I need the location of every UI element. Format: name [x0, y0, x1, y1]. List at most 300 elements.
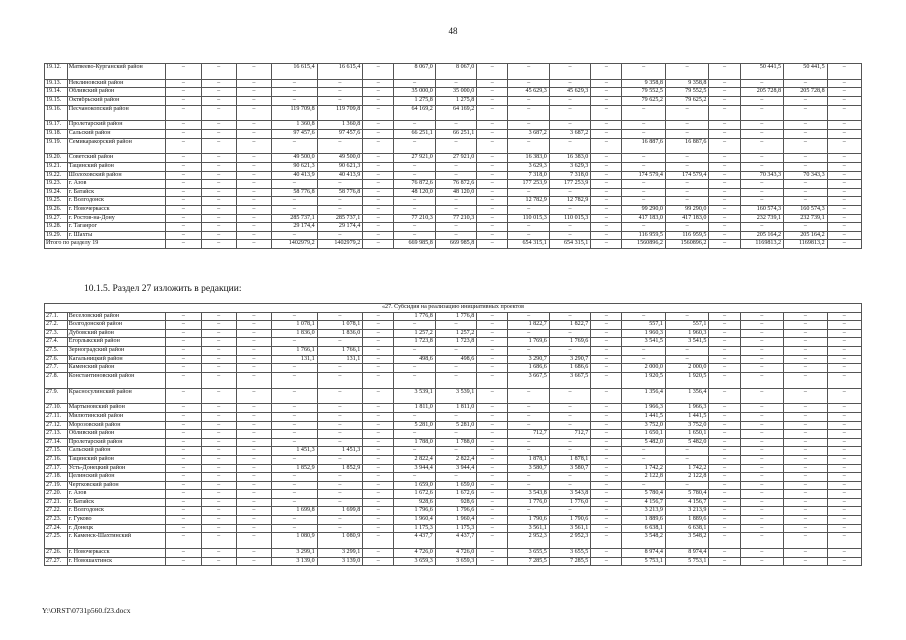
value-cell: 79 552,5: [665, 88, 709, 97]
territory-name-cell: г. Волгодонск: [67, 507, 165, 516]
dash-cell: –: [508, 138, 549, 154]
row-number-cell: 27.17.: [45, 464, 68, 473]
dash-cell: –: [201, 171, 236, 180]
dash-cell: –: [477, 171, 508, 180]
territory-name-cell: Песчанокопский район: [67, 105, 165, 121]
dash-cell: –: [236, 88, 271, 97]
value-cell: 3 299,1: [272, 549, 318, 558]
dash-cell: –: [166, 464, 201, 473]
dash-cell: –: [709, 231, 740, 240]
dash-cell: –: [549, 447, 590, 456]
value-cell: 1 766,1: [317, 346, 363, 355]
dash-cell: –: [622, 129, 666, 138]
dash-cell: –: [591, 455, 622, 464]
dash-cell: –: [394, 447, 435, 456]
dash-cell: –: [591, 481, 622, 490]
dash-cell: –: [665, 188, 709, 197]
dash-cell: –: [591, 197, 622, 206]
dash-cell: –: [784, 329, 828, 338]
dash-cell: –: [784, 430, 828, 439]
table-row: [45, 138, 862, 154]
dash-cell: –: [272, 455, 318, 464]
territory-name-cell: Октябрьский район: [67, 96, 165, 105]
dash-cell: –: [363, 223, 394, 232]
dash-cell: –: [827, 105, 861, 121]
dash-cell: –: [508, 473, 549, 482]
dash-cell: –: [166, 162, 201, 171]
dash-cell: –: [201, 455, 236, 464]
row-number-cell: 27.9.: [45, 388, 68, 404]
dash-cell: –: [166, 64, 201, 80]
dash-cell: –: [827, 473, 861, 482]
value-cell: 285 737,1: [317, 214, 363, 223]
dash-cell: –: [201, 549, 236, 558]
value-cell: 1 650,1: [622, 430, 666, 439]
value-cell: 8 067,0: [394, 64, 435, 80]
table-row: [45, 464, 862, 473]
value-cell: 110 015,3: [508, 214, 549, 223]
value-cell: 48 120,0: [394, 188, 435, 197]
dash-cell: –: [236, 421, 271, 430]
dash-cell: –: [622, 223, 666, 232]
dash-cell: –: [508, 388, 549, 404]
dash-cell: –: [740, 121, 784, 130]
dash-cell: –: [784, 162, 828, 171]
dash-cell: –: [591, 231, 622, 240]
dash-cell: –: [166, 223, 201, 232]
dash-cell: –: [272, 312, 318, 321]
value-cell: 1 776,0: [508, 498, 549, 507]
dash-cell: –: [236, 329, 271, 338]
dash-cell: –: [201, 214, 236, 223]
dash-cell: –: [363, 64, 394, 80]
value-cell: 1 659,0: [394, 481, 435, 490]
dash-cell: –: [477, 321, 508, 330]
dash-cell: –: [665, 481, 709, 490]
dash-cell: –: [201, 312, 236, 321]
dash-cell: –: [166, 105, 201, 121]
territory-name-cell: г. Азов: [67, 180, 165, 189]
value-cell: 90 621,3: [317, 162, 363, 171]
dash-cell: –: [622, 188, 666, 197]
dash-cell: –: [591, 372, 622, 388]
value-cell: 35 000,0: [435, 88, 476, 97]
dash-cell: –: [166, 438, 201, 447]
dash-cell: –: [827, 438, 861, 447]
dash-cell: –: [363, 388, 394, 404]
dash-cell: –: [591, 162, 622, 171]
row-number-cell: 27.21.: [45, 498, 68, 507]
row-number-cell: 27.18.: [45, 473, 68, 482]
territory-name-cell: г. Волгодонск: [67, 197, 165, 206]
dash-cell: –: [435, 121, 476, 130]
value-cell: 9 358,8: [622, 79, 666, 88]
total-value-cell: –: [827, 240, 861, 249]
table-row: [45, 180, 862, 189]
table-row: [45, 388, 862, 404]
value-cell: 928,6: [394, 498, 435, 507]
total-value-cell: 1560896,2: [665, 240, 709, 249]
value-cell: 2 000,0: [665, 364, 709, 373]
dash-cell: –: [363, 549, 394, 558]
dash-cell: –: [784, 154, 828, 163]
dash-cell: –: [317, 88, 363, 97]
dash-cell: –: [665, 154, 709, 163]
territory-name-cell: Константиновский район: [67, 372, 165, 388]
dash-cell: –: [508, 329, 549, 338]
dash-cell: –: [363, 321, 394, 330]
value-cell: 50 441,5: [784, 64, 828, 80]
dash-cell: –: [394, 473, 435, 482]
dash-cell: –: [477, 438, 508, 447]
dash-cell: –: [435, 346, 476, 355]
dash-cell: –: [665, 180, 709, 189]
dash-cell: –: [549, 421, 590, 430]
dash-cell: –: [394, 231, 435, 240]
dash-cell: –: [740, 388, 784, 404]
dash-cell: –: [236, 121, 271, 130]
dash-cell: –: [166, 138, 201, 154]
table-row: [45, 105, 862, 121]
dash-cell: –: [709, 507, 740, 516]
table-row: [45, 473, 862, 482]
dash-cell: –: [166, 154, 201, 163]
value-cell: 1 766,1: [272, 346, 318, 355]
dash-cell: –: [508, 79, 549, 88]
dash-cell: –: [591, 498, 622, 507]
dash-cell: –: [709, 412, 740, 421]
dash-cell: –: [549, 507, 590, 516]
dash-cell: –: [317, 473, 363, 482]
total-value-cell: –: [591, 240, 622, 249]
value-cell: 97 457,6: [272, 129, 318, 138]
dash-cell: –: [665, 312, 709, 321]
dash-cell: –: [591, 447, 622, 456]
dash-cell: –: [236, 154, 271, 163]
row-number-cell: 27.23.: [45, 516, 68, 525]
value-cell: 1 451,3: [272, 447, 318, 456]
dash-cell: –: [827, 372, 861, 388]
table-row: [45, 455, 862, 464]
dash-cell: –: [740, 498, 784, 507]
value-cell: 3 687,2: [508, 129, 549, 138]
dash-cell: –: [591, 338, 622, 347]
dash-cell: –: [740, 447, 784, 456]
dash-cell: –: [784, 223, 828, 232]
value-cell: 3 543,8: [508, 490, 549, 499]
dash-cell: –: [622, 346, 666, 355]
value-cell: 205 164,2: [784, 231, 828, 240]
dash-cell: –: [827, 388, 861, 404]
value-cell: 1 078,1: [272, 321, 318, 330]
dash-cell: –: [201, 231, 236, 240]
value-cell: 2 952,3: [508, 533, 549, 549]
value-cell: 1 776,8: [435, 312, 476, 321]
value-cell: 16 615,4: [272, 64, 318, 80]
dash-cell: –: [709, 154, 740, 163]
value-cell: 1 878,1: [549, 455, 590, 464]
value-cell: 7 285,5: [549, 557, 590, 566]
dash-cell: –: [709, 481, 740, 490]
dash-cell: –: [508, 421, 549, 430]
value-cell: 12 782,9: [549, 197, 590, 206]
row-number-cell: 19.24.: [45, 188, 68, 197]
dash-cell: –: [236, 447, 271, 456]
value-cell: 99 290,0: [622, 205, 666, 214]
value-cell: 3 290,7: [508, 355, 549, 364]
dash-cell: –: [591, 364, 622, 373]
value-cell: 498,6: [435, 355, 476, 364]
dash-cell: –: [591, 154, 622, 163]
dash-cell: –: [477, 549, 508, 558]
dash-cell: –: [549, 79, 590, 88]
dash-cell: –: [363, 214, 394, 223]
dash-cell: –: [272, 481, 318, 490]
value-cell: 3 139,0: [272, 557, 318, 566]
dash-cell: –: [709, 516, 740, 525]
row-number-cell: 19.20.: [45, 154, 68, 163]
territory-name-cell: Обливский район: [67, 430, 165, 439]
dash-cell: –: [317, 96, 363, 105]
dash-cell: –: [272, 138, 318, 154]
dash-cell: –: [166, 507, 201, 516]
dash-cell: –: [272, 88, 318, 97]
value-cell: 8 974,4: [622, 549, 666, 558]
value-cell: 177 253,9: [549, 180, 590, 189]
dash-cell: –: [363, 355, 394, 364]
dash-cell: –: [827, 338, 861, 347]
dash-cell: –: [827, 533, 861, 549]
dash-cell: –: [236, 507, 271, 516]
dash-cell: –: [363, 412, 394, 421]
territory-name-cell: Советский район: [67, 154, 165, 163]
dash-cell: –: [201, 364, 236, 373]
total-value-cell: 1402979,2: [272, 240, 318, 249]
value-cell: 3 629,3: [508, 162, 549, 171]
dash-cell: –: [272, 404, 318, 413]
table-row: [45, 364, 862, 373]
dash-cell: –: [477, 231, 508, 240]
value-cell: 35 000,0: [394, 88, 435, 97]
table-row: [45, 421, 862, 430]
value-cell: 1 078,1: [317, 321, 363, 330]
dash-cell: –: [477, 507, 508, 516]
dash-cell: –: [272, 197, 318, 206]
value-cell: 3 543,8: [549, 490, 590, 499]
dash-cell: –: [622, 105, 666, 121]
table-row: [45, 171, 862, 180]
dash-cell: –: [477, 430, 508, 439]
row-number-cell: 27.11.: [45, 412, 68, 421]
dash-cell: –: [709, 214, 740, 223]
dash-cell: –: [363, 88, 394, 97]
table-row: [45, 162, 862, 171]
value-cell: 3 213,9: [622, 507, 666, 516]
dash-cell: –: [363, 162, 394, 171]
dash-cell: –: [363, 430, 394, 439]
dash-cell: –: [709, 338, 740, 347]
dash-cell: –: [622, 312, 666, 321]
dash-cell: –: [740, 473, 784, 482]
value-cell: 29 174,4: [317, 223, 363, 232]
dash-cell: –: [784, 321, 828, 330]
dash-cell: –: [166, 524, 201, 533]
dash-cell: –: [477, 154, 508, 163]
total-value-cell: 669 985,8: [435, 240, 476, 249]
value-cell: 45 629,3: [508, 88, 549, 97]
dash-cell: –: [508, 507, 549, 516]
dash-cell: –: [272, 205, 318, 214]
dash-cell: –: [591, 312, 622, 321]
value-cell: 77 210,3: [394, 214, 435, 223]
value-cell: 3 944,4: [394, 464, 435, 473]
value-cell: 3 548,2: [665, 533, 709, 549]
dash-cell: –: [201, 490, 236, 499]
value-cell: 1 275,8: [394, 96, 435, 105]
territory-name-cell: Обливский район: [67, 88, 165, 97]
dash-cell: –: [740, 338, 784, 347]
value-cell: 50 441,5: [740, 64, 784, 80]
dash-cell: –: [591, 516, 622, 525]
dash-cell: –: [740, 312, 784, 321]
dash-cell: –: [784, 197, 828, 206]
dash-cell: –: [477, 455, 508, 464]
dash-cell: –: [272, 231, 318, 240]
dash-cell: –: [236, 129, 271, 138]
dash-cell: –: [709, 473, 740, 482]
value-cell: 116 959,5: [622, 231, 666, 240]
dash-cell: –: [784, 557, 828, 566]
dash-cell: –: [236, 79, 271, 88]
dash-cell: –: [827, 524, 861, 533]
table-row: [45, 557, 862, 566]
dash-cell: –: [201, 321, 236, 330]
dash-cell: –: [201, 464, 236, 473]
row-number-cell: 19.26.: [45, 205, 68, 214]
dash-cell: –: [435, 205, 476, 214]
value-cell: 1 659,0: [435, 481, 476, 490]
dash-cell: –: [166, 430, 201, 439]
dash-cell: –: [784, 404, 828, 413]
dash-cell: –: [272, 364, 318, 373]
dash-cell: –: [236, 438, 271, 447]
dash-cell: –: [317, 180, 363, 189]
value-cell: 49 500,0: [317, 154, 363, 163]
dash-cell: –: [272, 473, 318, 482]
row-number-cell: 19.12.: [45, 64, 68, 80]
dash-cell: –: [549, 473, 590, 482]
value-cell: 131,1: [272, 355, 318, 364]
dash-cell: –: [709, 490, 740, 499]
dash-cell: –: [709, 455, 740, 464]
territory-name-cell: Морозовский район: [67, 421, 165, 430]
total-value-cell: 669 985,8: [394, 240, 435, 249]
dash-cell: –: [709, 64, 740, 80]
table-row: [45, 516, 862, 525]
dash-cell: –: [236, 96, 271, 105]
territory-name-cell: г. Батайск: [67, 498, 165, 507]
dash-cell: –: [709, 388, 740, 404]
value-cell: 5 281,0: [394, 421, 435, 430]
dash-cell: –: [201, 64, 236, 80]
value-cell: 1 822,7: [508, 321, 549, 330]
dash-cell: –: [477, 346, 508, 355]
dash-cell: –: [665, 447, 709, 456]
dash-cell: –: [394, 321, 435, 330]
dash-cell: –: [201, 430, 236, 439]
dash-cell: –: [477, 223, 508, 232]
dash-cell: –: [477, 129, 508, 138]
dash-cell: –: [166, 355, 201, 364]
dash-cell: –: [363, 79, 394, 88]
table-row: [45, 338, 862, 347]
table-row: [45, 430, 862, 439]
table-row: [45, 490, 862, 499]
value-cell: 8 974,4: [665, 549, 709, 558]
territory-name-cell: Матвеево-Курганский район: [67, 64, 165, 80]
dash-cell: –: [166, 516, 201, 525]
subsidy-table-section-27: [44, 303, 862, 566]
table-row: [45, 412, 862, 421]
dash-cell: –: [435, 447, 476, 456]
dash-cell: –: [740, 421, 784, 430]
dash-cell: –: [236, 197, 271, 206]
dash-cell: –: [236, 498, 271, 507]
table-row: [45, 231, 862, 240]
value-cell: 4 437,7: [435, 533, 476, 549]
value-cell: 3 629,3: [549, 162, 590, 171]
value-cell: 3 659,3: [435, 557, 476, 566]
value-cell: 1 742,2: [665, 464, 709, 473]
table-row: [45, 154, 862, 163]
value-cell: 77 210,3: [435, 214, 476, 223]
dash-cell: –: [508, 481, 549, 490]
value-cell: 1 788,0: [394, 438, 435, 447]
value-cell: 16 887,6: [622, 138, 666, 154]
dash-cell: –: [622, 64, 666, 80]
dash-cell: –: [740, 154, 784, 163]
row-number-cell: 27.26.: [45, 549, 68, 558]
dash-cell: –: [435, 197, 476, 206]
dash-cell: –: [236, 338, 271, 347]
territory-name-cell: Егорлыкский район: [67, 338, 165, 347]
value-cell: 6 638,1: [622, 524, 666, 533]
dash-cell: –: [709, 404, 740, 413]
dash-cell: –: [740, 490, 784, 499]
value-cell: 3 541,5: [665, 338, 709, 347]
value-cell: 1 441,5: [665, 412, 709, 421]
dash-cell: –: [508, 231, 549, 240]
dash-cell: –: [201, 188, 236, 197]
dash-cell: –: [363, 121, 394, 130]
value-cell: 4 437,7: [394, 533, 435, 549]
value-cell: 1 769,6: [508, 338, 549, 347]
value-cell: 712,7: [508, 430, 549, 439]
value-cell: 3 659,3: [394, 557, 435, 566]
dash-cell: –: [709, 346, 740, 355]
value-cell: 1 175,3: [435, 524, 476, 533]
value-cell: 1 822,7: [549, 321, 590, 330]
dash-cell: –: [622, 447, 666, 456]
table-title-cell: «27. Субсидия на реализацию инициативных проектов: [45, 304, 862, 313]
dash-cell: –: [591, 88, 622, 97]
row-number-cell: 27.27.: [45, 557, 68, 566]
territory-name-cell: Красносулинский район: [67, 388, 165, 404]
total-row: [45, 240, 862, 249]
dash-cell: –: [363, 473, 394, 482]
dash-cell: –: [827, 355, 861, 364]
dash-cell: –: [740, 438, 784, 447]
